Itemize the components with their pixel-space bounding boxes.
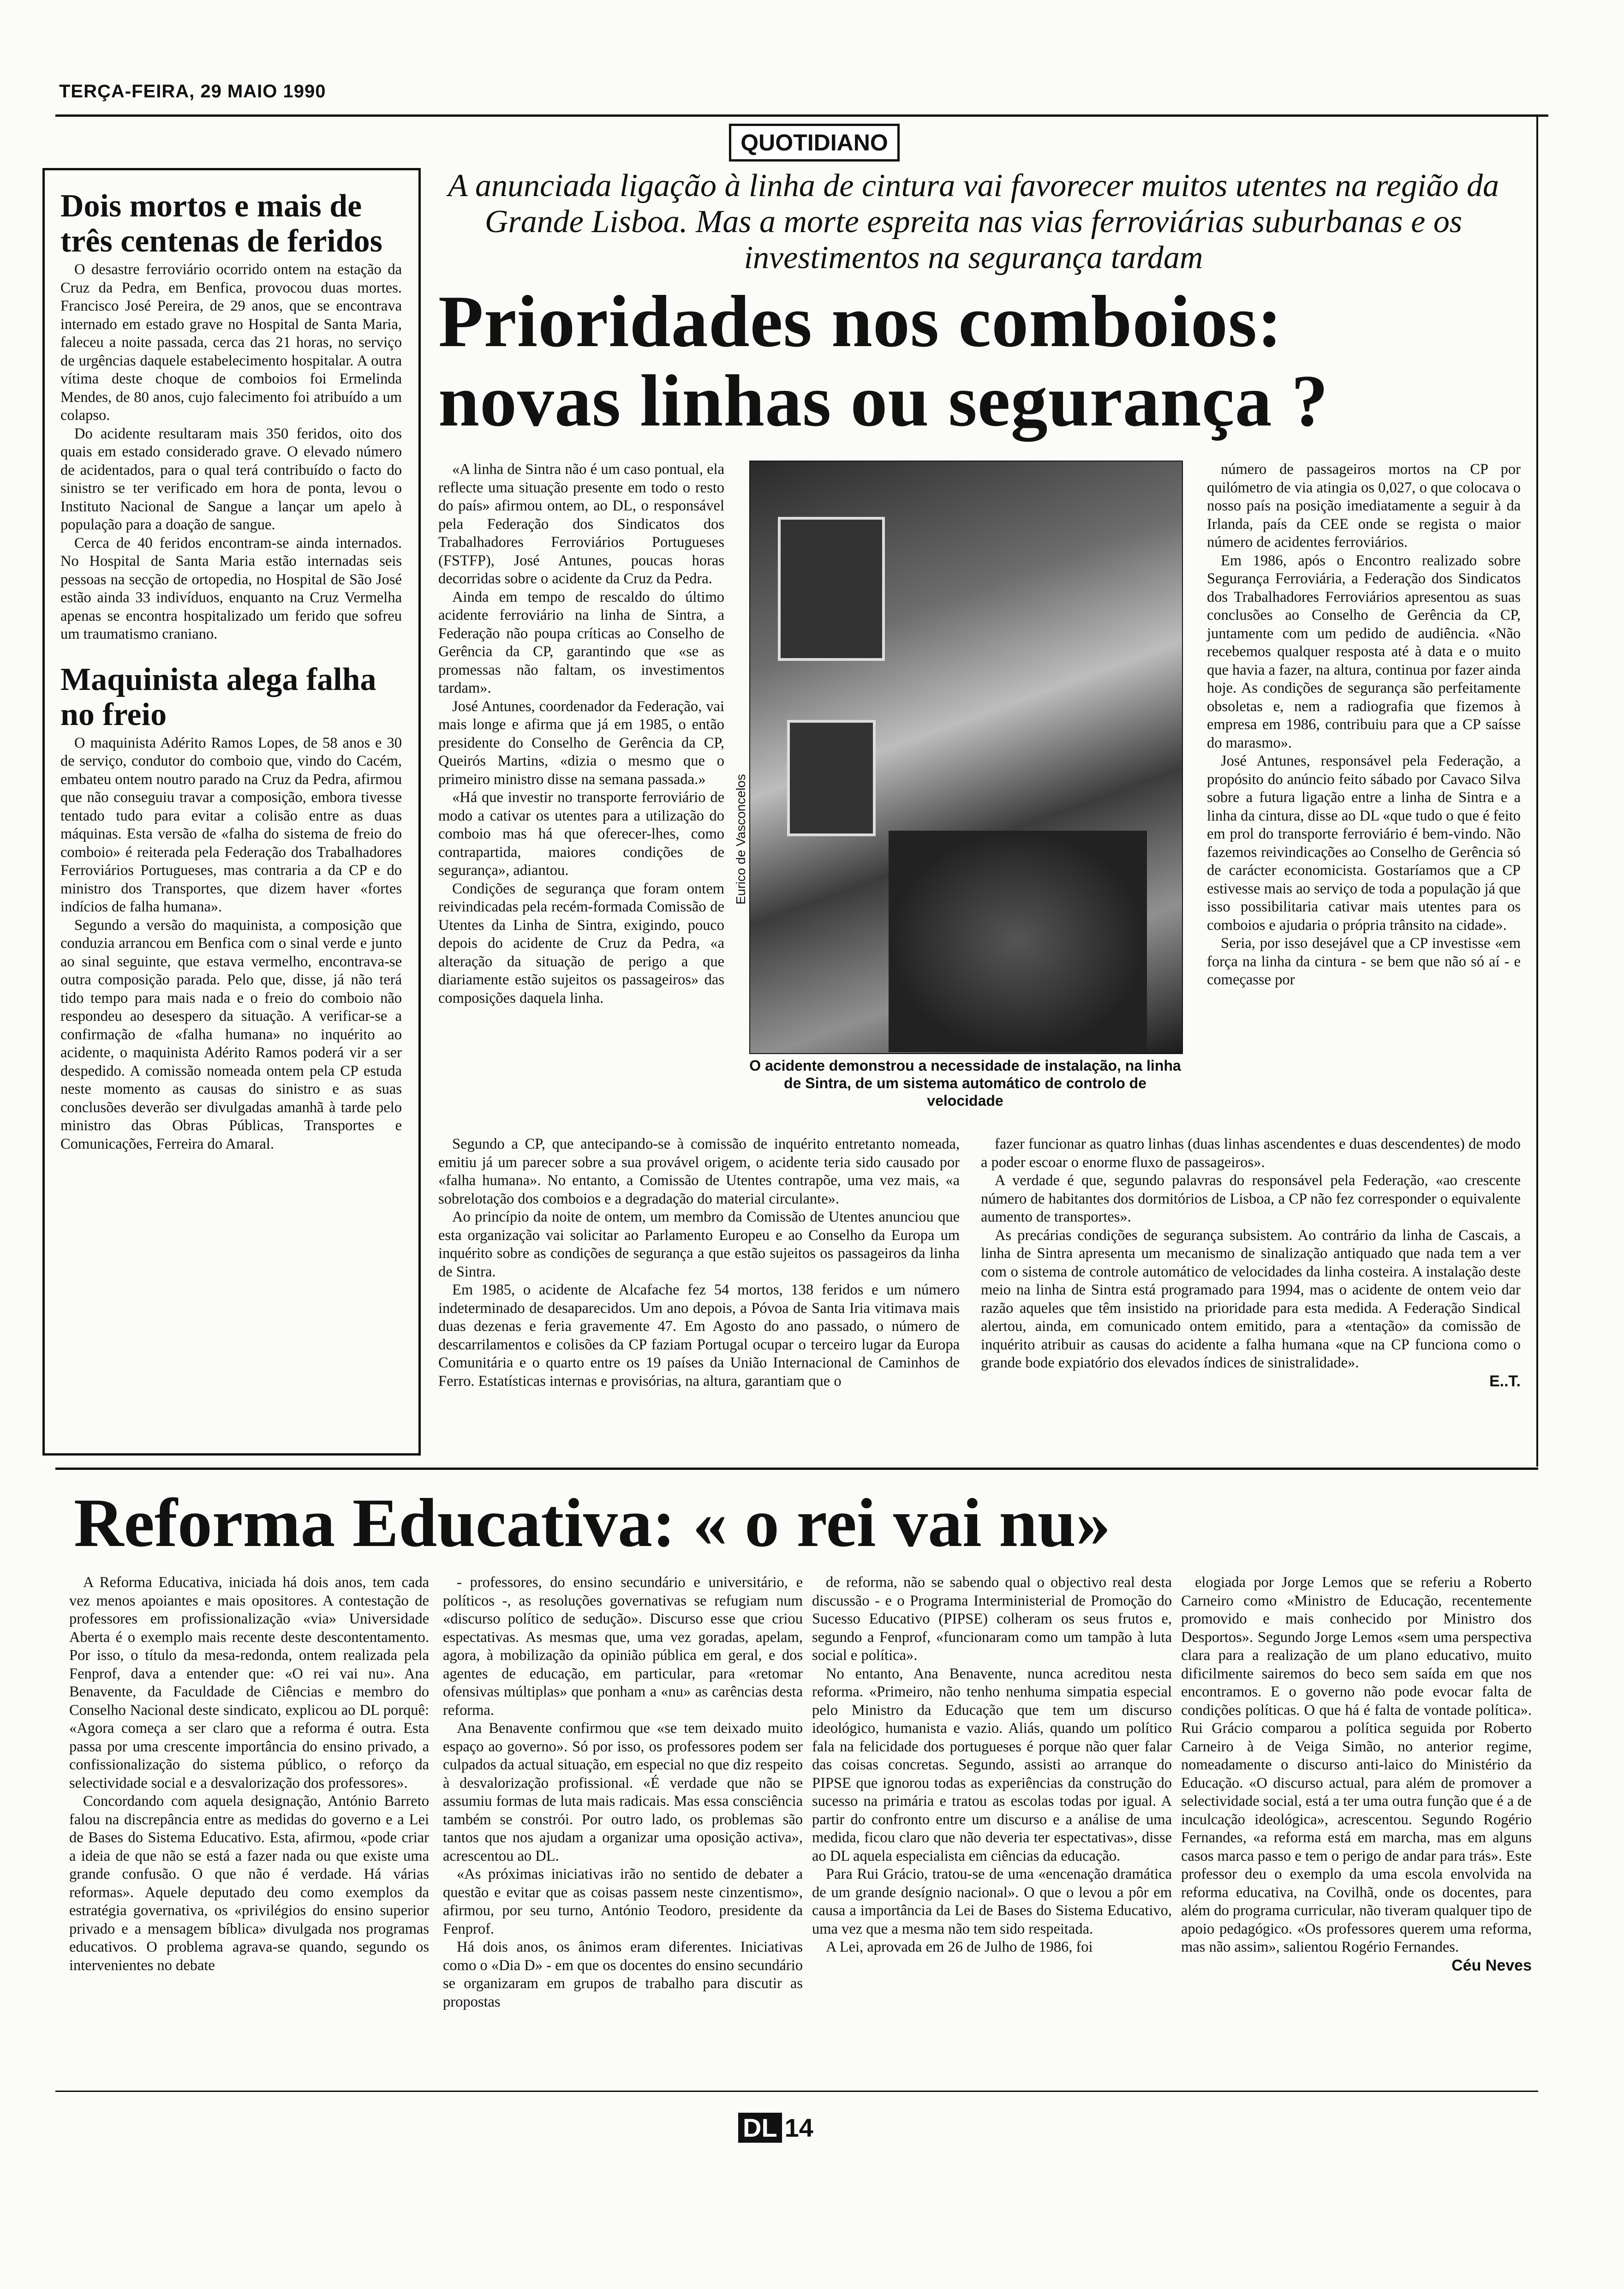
reforma-col3-p4: A Lei, aprovada em 26 de Julho de 1986, foi: [826, 1939, 1093, 1955]
col1-p2: Ainda em tempo de rescaldo do último acidente ferroviário na linha de Sintra, a Federação não poupa críticas ao Conselho de Gerência da CP, garantindo que «se as promessas não faltam, os investimentos tardam».: [438, 588, 724, 696]
col3b-p1: fazer funcionar as quatro linhas (duas linhas ascendentes e duas descendentes) de modo a poder escoar o enorme fluxo de passageiros».: [981, 1136, 1521, 1171]
main-column-3: [1207, 461, 1521, 989]
sidebar-content: [60, 189, 402, 1153]
page-footer: [738, 2113, 813, 2143]
col1-p4: «Há que investir no transporte ferroviário de modo a cativar os utentes para a utilização do comboio mas há que oferecer-lhes, como contrapartida, maiores condições de segurança», adiantou.: [438, 789, 724, 879]
article-deck: A anunciada ligação à linha de cintura vai favorecer muitos utentes na região da Grande Lisboa. Mas a morte espreita nas vias ferroviárias suburbanas e os investimentos na segurança tardam: [448, 168, 1499, 276]
reforma-col3-p2: No entanto, Ana Benavente, nunca acreditou nesta reforma. «Primeiro, não tenho nenhuma simpatia especial pelo Ministro da Educação que tem um discurso ideológico, humanista e vazio. Aliás, quando um político fala na felicidade dos portugueses é porque não quer falar das coisas concretas. Segundo, assisti ao arranque do PIPSE que ignorou todas as experiências da construção do sucesso na primária e tratou as escolas todas por igual. A partir do confronto entre um discurso e a análise de uma medida, ficou claro que não deveria ter espectativas», disse ao DL aquela especialista em ciências da educação.: [812, 1665, 1172, 1864]
sidebar-story2-p2: Segundo a versão do maquinista, a composição que conduzia arrancou em Benfica com o sinal verde e junto ao sinal seguinte, que estava vermelho, encontrava-se outra composição parada. Pelo que, disse, já não terá tido tempo para mais nada e o freio do comboio não respondeu ao desespero da situação. A verificar-se a confirmação de «falha humana» no inquérito ao acidente, o maquinista Adérito Ramos poderá vir a ser despedido. A comissão nomeada ontem pela CP estuda neste momento as causas do sinistro e as suas conclusões deverão ser divulgadas amanhã à tarde pelo ministro das Obras Públicas, Transportes e Comunicações, Ferreira do Amaral.: [60, 917, 402, 1152]
col3-p4: Seria, por isso desejável que a CP investisse «em força na linha da cintura - se bem que não só aí - e começasse por: [1207, 935, 1521, 988]
reforma-column-2: [443, 1574, 803, 2011]
main-wide-block: [438, 1135, 960, 1390]
col1-p3: José Antunes, coordenador da Federação, vai mais longe e afirma que já em 1985, o então presidente do Conselho de Gerência da CP, Queirós Martins, «dizia o mesmo que o primeiro ministro disse na semana passada.»: [438, 698, 724, 788]
reforma-col4-p1: elogiada por Jorge Lemos que se referiu a Roberto Carneiro como «Ministro de Educação, recentemente promovido e mais conhecido por Ministro dos Desportos». Segundo Jorge Lemos «sem uma perspectiva clara para a realização de um plano educativo, muito dificilmente sairemos do beco sem saída em que nos encontramos. E o governo não pode evocar falta de condições políticas. O que há é falta de vontade política». Rui Grácio comparou a política seguida por Roberto Carneiro à de Veiga Simão, no anterior regime, nomeadamente o discurso anti-laico do Ministério da Educação. «O discurso actual, para além de promover a selectividade social, está a ter uma outra função que é a de inculcação ideológica», acrescentou. Segundo Rogério Fernandes, «a reforma está em marcha, mas em alguns casos marca passo e tem o perigo de andar para trás». Este professor deu o exemplo da uma escola envolvida na reforma educativa, na Covilhã, onde os docentes, para além do programa curricular, não tiveram qualquer tipo de apoio pedagógico. «Os professores querem uma reforma, mas não assim», salientou Rogério Fernandes.: [1181, 1574, 1532, 1955]
right-frame-rule: [1536, 114, 1538, 1467]
wide-p2: Ao princípio da noite de ontem, um membro da Comissão de Utentes anunciou que esta organização vai solicitar ao Parlamento Europeu e ao Conselho da Europa um inquérito sobre as condições de segurança a que estão sujeitos os passageiros da linha de Sintra.: [438, 1209, 960, 1280]
photo-caption: O acidente demonstrou a necessidade de instalação, na linha de Sintra, de um sistema automático de controlo de velocidade: [749, 1057, 1181, 1109]
reforma-col2-p3: «As próximas iniciativas irão no sentido de debater a questão e evitar que as coisas passem neste cinzentismo», afirmou, por seu turno, António Teodoro, presidente da Fenprof.: [443, 1866, 803, 1937]
reforma-col2-p4: Há dois anos, os ânimos eram diferentes. Iniciativas como o «Dia D» - em que os docentes do ensino secundário se organizaram em grupos de trabalho para discutir as propostas: [443, 1939, 803, 2010]
col1-p1: «A linha de Sintra não é um caso pontual, ela reflecte uma situação presente em todo o resto do país» afirmou ontem, ao DL, o responsável pela Federação dos Sindicatos dos Trabalhadores Ferroviários Portugueses (FSTFP), José Antunes, poucas horas decorridas sobre o acidente da Cruz da Pedra.: [438, 461, 724, 587]
sidebar-box: [42, 168, 421, 1456]
sidebar-story1-p1: O desastre ferroviário ocorrido ontem na estação da Cruz da Pedra, em Benfica, provocou duas mortes. Francisco José Pereira, de 29 anos, que se encontrava internado em estado grave no Hospital de Santa Maria, faleceu a noite passada, cerca das 21 horas, no serviço de urgências daquele estabelecimento hospitalar. A outra vítima deste choque de comboios foi Ermelinda Mendes, de 80 anos, cujo falecimento foi atribuído a um colapso.: [60, 261, 402, 424]
main-right-block: [981, 1135, 1521, 1390]
article-signoff: E..T.: [1489, 1372, 1521, 1390]
headline-line-2: novas linhas ou segurança ?: [438, 360, 1329, 442]
reforma-col1-p1: A Reforma Educativa, iniciada há dois anos, tem cada vez menos apoiantes e mais opositores. A contestação de professores em profissionalização «via» Universidade Aberta é o exemplo mais recente deste descontentamento. Por isso, o título da mesa-redonda, ontem realizada pela Fenprof, dava a entender que: «O rei vai nu». Ana Benavente, da Faculdade de Ciências e membro do Conselho Nacional deste sindicato, explicou ao DL porquê: «Agora começa a ser claro que a reforma é outra. Esta passa por uma crescente importância do ensino privado, a confissionalização do sistema público, o reforço da selectividade social e a desvalorização dos professores».: [69, 1574, 429, 1792]
top-rule: [55, 114, 1548, 117]
section-divider-rule: [55, 1468, 1538, 1470]
sidebar-story1-title: Dois mortos e mais de três centenas de feridos: [60, 188, 382, 259]
photo-credit: Eurico de Vasconcelos: [734, 774, 748, 905]
sidebar-story1-p2: Do acidente resultaram mais 350 feridos, oito dos quais em estado considerado grave. O elevado número de acidentados, para o qual terá contribuído o facto do sinistro se ter verificado em hora de ponta, levou o Instituto Nacional de Sangue a lançar um apelo à população para a doação de sangue.: [60, 425, 402, 533]
dl-logo: DL: [738, 2113, 782, 2143]
section-label: QUOTIDIANO: [729, 124, 900, 162]
col1-p5: Condições de segurança que foram ontem reivindicadas pela recém-formada Comissão de Utentes da Linha de Sintra, exigindo, pouco depois do acidente de Cruz da Pedra, «a alteração da situação de perigo a que diariamente estão sujeitos os passageiros» das composições daquela linha.: [438, 880, 724, 1007]
train-accident-photo: [749, 461, 1183, 1054]
article-headline: [438, 282, 1546, 440]
wide-p3: Em 1985, o acidente de Alcafache fez 54 mortos, 138 feridos e um número indeterminado de desaparecidos. Um ano depois, a Póvoa de Santa Iria vitimava mais duas dezenas e feria gravemente 47. Em Agosto do ano passado, o número de descarrilamentos e colisões da CP faziam Portugal ocupar o terceiro lugar da Europa Comunitária e o quarto entre os 19 países da União Internacional de Caminhos de Ferro. Estatísticas internas e provisórias, na altura, garantiam que o: [438, 1282, 960, 1390]
bottom-rule: [55, 2091, 1538, 2092]
reforma-col1-p2: Concordando com aquela designação, António Barreto falou na discrepância entre as medidas do governo e a Lei de Bases do Sistema Educativo. Esta, afirmou, «pode criar a ideia de que não se está a fazer nada ou que existe uma grande confusão. O que não é verdade. Há várias reformas». Aquele deputado deu como exemplos da estratégia governativa, os «privilégios do ensino superior privado e a mensagem bíblica» divulgada nos programas educativos. O problema agrava-se quando, segundo os intervenientes no debate: [69, 1793, 429, 1974]
dateline: TERÇA-FEIRA, 29 MAIO 1990: [59, 81, 326, 102]
reforma-signoff: Céu Neves: [1451, 1956, 1532, 1974]
main-column-1: [438, 461, 724, 1007]
reforma-column-1: [69, 1574, 429, 1975]
col3-p3: José Antunes, responsável pela Federação, a propósito do anúncio feito sábado por Cavaco Silva sobre a futura ligação entre a linha de Sintra e a linha da cintura, disse ao DL «que tudo o que é feito em prol do transporte ferroviário é bem-vindo. Não fazemos reivindicações ao Conselho de Gerência só de carácter economicista. Gostaríamos que a CP estivesse mais ao serviço de toda a população já que isso possibilitaria cativar mais utentes para os comboios e ajudaria o própria trânsito na cidade».: [1207, 753, 1521, 934]
col3-p2: Em 1986, após o Encontro realizado sobre Segurança Ferroviária, a Federação dos Sindicatos dos Trabalhadores Ferroviários apresentou as suas conclusões ao Conselho de Gerência da CP, juntamente com um pedido de audiência. «Não recebemos qualquer resposta até à data e o muito que havia a fazer, na altura, continua por fazer ainda hoje. As condições de segurança são perfeitamente obsoletas e, nem a radiografia que fizemos à empresa em 1986, contribuiu para que a CP saísse do marasmo».: [1207, 552, 1521, 751]
headline-line-1: Prioridades nos comboios:: [438, 280, 1283, 362]
reforma-col3-p1: de reforma, não se sabendo qual o objectivo real desta discussão - e o Programa Interministerial de Promoção do Sucesso Educativo (PIPSE) colheram os seus frutos e, segundo a Fenprof, «funcionaram como um tampão à luta social e política».: [812, 1574, 1172, 1664]
col3b-p2: A verdade é que, segundo palavras do responsável pela Federação, «ao crescente número de habitantes dos dormitórios de Lisboa, a CP não fez corresponder o equivalente aumento de transportes».: [981, 1172, 1521, 1225]
col3b-p3: As precárias condições de segurança subsistem. Ao contrário da linha de Cascais, a linha de Sintra apresenta um mecanismo de sinalização antiquado que nada tem a ver com o sistema de controle automático de velocidades da linha costeira. A instalação deste meio na linha de Sintra está programado para 1994, mas o acidente de ontem veio dar razão aqueles que têm insistido na prioridade para esta medida. A Federação Sindical alertou, ainda, em comunicado ontem emitido, para a «tentação» da comissão de inquérito atribuir as causas do acidente a falha humana «que na CP funciona como o grande bode expiatório dos elevados índices de sinistralidade».: [981, 1227, 1521, 1371]
reforma-col2-p2: Ana Benavente confirmou que «se tem deixado muito espaço ao governo». Só por isso, os professores podem ser culpados da actual situação, em especial no que diz respeito à desvalorização profissional. «É verdade que não se assumiu formas de luta mais radicais. Mas essa consciência também se constrói. Por outro lado, os problemas são tantos que nos ajudam a organizar uma oposição activa», acrescentou ao DL.: [443, 1720, 803, 1864]
sidebar-story2-p1: O maquinista Adérito Ramos Lopes, de 58 anos e 30 de serviço, condutor do comboio que, vindo do Cacém, embateu ontem noutro parado na Cruz da Pedra, afirmou que não conseguiu travar a composição, embora tivesse tentado tudo para evitar a colisão entre as duas máquinas. Esta versão de «falha do sistema de freio do comboio» é reiterada pela Federação dos Trabalhadores Ferroviários Portugueses, mas contraria a da CP e do ministro dos Transportes, que dizem haver «fortes indícios de falha humana».: [60, 734, 402, 915]
page-number: 14: [784, 2113, 813, 2142]
reforma-column-3: [812, 1574, 1172, 1957]
sidebar-story1-p3: Cerca de 40 feridos encontram-se ainda internados. No Hospital de Santa Maria estão internadas seis pessoas na secção de ortopedia, no Hospital de São José estão ainda 33 indivíduos, enquanto na Cruz Vermelha apenas se encontra hospitalizado um ferido que sofreu um traumatismo craniano.: [60, 534, 402, 642]
sidebar-story2-title: Maquinista alega falha no freio: [60, 661, 376, 732]
reforma-col3-p3: Para Rui Grácio, tratou-se de uma «encenação dramática de um grande desígnio nacional». O que o levou a pôr em causa a importância da Lei de Bases do Sistema Educativo, uma vez que a mesma não tem sido respeitada.: [812, 1866, 1172, 1937]
col3-p1: número de passageiros mortos na CP por quilómetro de via atingia os 0,027, o que colocava o nosso país na posição imediatamente a seguir à da Irlanda, país da CEE onde se regista o maior número de acidentes ferroviários.: [1207, 461, 1521, 551]
wide-p1: Segundo a CP, que antecipando-se à comissão de inquérito entretanto nomeada, emitiu já um parecer sobre a sua provável origem, o acidente teria sido causado por «falha humana». No entanto, a Comissão de Utentes contrapõe, uma vez mais, «a sobrelotação dos comboios e a degradação do material circulante».: [438, 1136, 960, 1207]
reforma-headline: Reforma Educativa: « o rei vai nu»: [74, 1485, 1111, 1561]
reforma-column-4: [1181, 1574, 1532, 1975]
reforma-col2-p1: - professores, do ensino secundário e universitário, e políticos -, as resoluções governativas se refugiam num «discurso político de sedução». Discurso esse que criou espectativas. As mesmas que, uma vez goradas, apelam, agora, à mobilização da opinião pública em geral, e dos agentes de educação, em particular, para «retomar ofensivas múltiplas» que ponham a «nu» as carências desta reforma.: [443, 1574, 803, 1719]
